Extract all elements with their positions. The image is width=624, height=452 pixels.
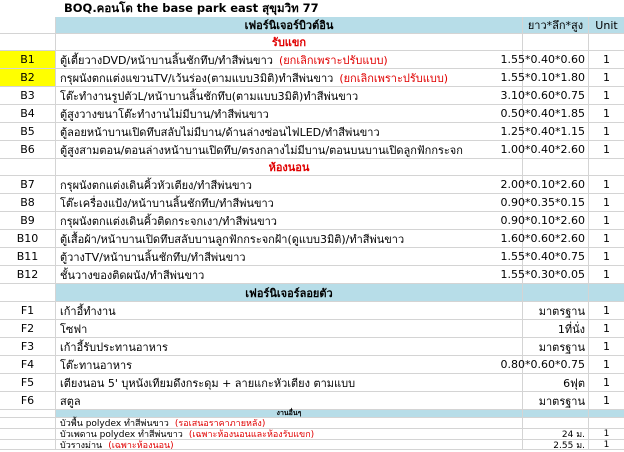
item-code xyxy=(0,418,56,428)
table-row xyxy=(0,392,624,410)
item-unit: 1 xyxy=(603,322,610,335)
item-size: 1ที่นั่ง xyxy=(523,320,589,337)
item-code: F6 xyxy=(0,392,56,409)
item-code: B4 xyxy=(0,105,56,122)
cell-empty xyxy=(523,284,589,301)
item-unit: 1 xyxy=(603,89,610,102)
item-note: (เฉพาะห้องนอน) xyxy=(108,440,174,451)
cell-empty xyxy=(0,284,56,301)
section-title-others: งานอื่นๆ xyxy=(56,410,523,417)
cell-empty xyxy=(589,410,624,417)
item-description: โซฟา xyxy=(56,320,523,337)
item-code xyxy=(0,429,56,439)
item-size: 1.00*0.40*2.60 xyxy=(523,141,589,158)
item-size: 0.50*0.40*1.85 xyxy=(523,105,589,122)
table-row xyxy=(0,51,624,69)
table-row xyxy=(0,230,624,248)
item-description: บัวพื้น polydex ทำสีพ่นขาว (รอเสนอราคาภายหลัง) xyxy=(56,418,523,428)
cell-empty xyxy=(0,159,56,175)
cell-empty xyxy=(523,159,589,175)
item-description: ชั้นวางของติดผนัง/ทำสีพ่นขาว xyxy=(56,266,523,283)
item-size: 0.90*0.10*2.60 xyxy=(523,212,589,229)
item-description: เตียงนอน 5' บุหนังเทียมดึงกระดุม + ลายแกะหัวเตียง ตามแบบ xyxy=(56,374,523,391)
item-code: B10 xyxy=(0,230,56,247)
section-title-loose-furniture: เฟอร์นิเจอร์ลอยตัว xyxy=(56,284,523,301)
item-size: 1.55*0.40*0.75 xyxy=(523,248,589,265)
header-unit-label: Unit xyxy=(595,18,618,32)
item-size: 2.00*0.10*2.60 xyxy=(523,176,589,193)
cell-empty xyxy=(589,34,624,50)
item-size: 24 ม. xyxy=(523,429,589,439)
item-size: 1.25*0.40*1.15 xyxy=(523,123,589,140)
table-row xyxy=(0,123,624,141)
table-row xyxy=(0,105,624,123)
item-code: B3 xyxy=(0,87,56,104)
table-row xyxy=(0,69,624,87)
item-description: บัวรางม่าน (เฉพาะห้องนอน) xyxy=(56,440,523,449)
item-size: มาตรฐาน xyxy=(523,392,589,409)
item-code: F2 xyxy=(0,320,56,337)
item-description: กรุผนังตกแต่งแขวนTV/เว้นร่อง(ตามแบบ3มิติ)ทำสีพ่นขาว (ยกเลิกเพราะปรับแบบ) xyxy=(56,69,523,86)
item-description: ตู้ลอยหน้าบานเปิดทึบสลับไม่มีบาน/ด้านล่างซ่อนไฟLED/ทำสีพ่นขาว xyxy=(56,123,523,140)
item-code: B1 xyxy=(0,51,56,68)
item-description: สตูล xyxy=(56,392,523,409)
item-unit: 1 xyxy=(603,376,610,389)
table-row xyxy=(0,302,624,320)
item-code: F5 xyxy=(0,374,56,391)
cell-empty xyxy=(0,34,56,50)
item-unit: 1 xyxy=(603,304,610,317)
item-code: B9 xyxy=(0,212,56,229)
section-row xyxy=(0,34,624,51)
item-code: F1 xyxy=(0,302,56,319)
section-label-living: รับแขก xyxy=(56,34,523,50)
table-row xyxy=(0,338,624,356)
item-size: 1.60*0.60*2.60 xyxy=(523,230,589,247)
item-description: ตู้สูงสามตอน/ตอนล่างหน้าบานเปิดทึบ/ตรงกลางไม่มีบาน/ตอนบนบานเปิดลูกฟักกระจก xyxy=(56,141,523,158)
cell-empty xyxy=(0,0,56,17)
table-row xyxy=(0,356,624,374)
item-code: B12 xyxy=(0,266,56,283)
item-unit: 1 xyxy=(603,178,610,191)
item-description: โต๊ะทานอาหาร xyxy=(56,356,523,373)
item-unit xyxy=(589,418,624,428)
section-label-bedroom: ห้องนอน xyxy=(56,159,523,175)
item-unit: 1 xyxy=(603,107,610,120)
item-unit: 1 xyxy=(603,250,610,263)
item-unit: 1 xyxy=(603,125,610,138)
item-description: โต๊ะเครื่องแป้ง/หน้าบานลิ้นชักทึบ/ทำสีพ่นขาว xyxy=(56,194,523,211)
header-section-title: เฟอร์นิเจอร์บิวต์อิน xyxy=(56,17,523,33)
item-code: B2 xyxy=(0,69,56,86)
item-note: (ยกเลิกเพราะปรับแบบ) xyxy=(339,71,449,85)
item-size: 3.10*0.60*0.75 xyxy=(523,87,589,104)
item-unit: 1 xyxy=(603,53,610,66)
title-row xyxy=(0,0,624,17)
table-row xyxy=(0,176,624,194)
item-size: มาตรฐาน xyxy=(523,338,589,355)
item-unit: 1 xyxy=(603,394,610,407)
item-unit: 1 xyxy=(603,358,610,371)
table-row xyxy=(0,374,624,392)
item-description: เก้าอี้ทำงาน xyxy=(56,302,523,319)
item-unit: 1 xyxy=(603,268,610,281)
table-row xyxy=(0,212,624,230)
table-row xyxy=(0,141,624,159)
cell-empty xyxy=(523,34,589,50)
item-description: ตู้วางTV/หน้าบานลิ้นชักทึบ/ทำสีพ่นขาว xyxy=(56,248,523,265)
table-row xyxy=(0,266,624,284)
table-row xyxy=(0,248,624,266)
item-code: B6 xyxy=(0,141,56,158)
item-description: กรุผนังตกแต่งเดินคิ้วติดกระจกเงา/ทำสีพ่นขาว xyxy=(56,212,523,229)
section-row xyxy=(0,159,624,176)
table-row xyxy=(0,194,624,212)
item-unit: 1 xyxy=(603,429,610,439)
item-size: 0.90*0.35*0.15 xyxy=(523,194,589,211)
item-code: F3 xyxy=(0,338,56,355)
item-unit: 1 xyxy=(603,214,610,227)
item-description: ตู้สูงวางขนาโต๊ะทำงานไม่มีบาน/ทำสีพ่นขาว xyxy=(56,105,523,122)
section-header-row xyxy=(0,284,624,302)
cell-empty xyxy=(589,159,624,175)
table-row xyxy=(0,320,624,338)
cell-empty xyxy=(589,284,624,301)
item-size: 1.55*0.30*0.05 xyxy=(523,266,589,283)
item-code xyxy=(0,440,56,449)
item-size: มาตรฐาน xyxy=(523,302,589,319)
item-note: (รอเสนอราคาภายหลัง) xyxy=(174,419,266,429)
item-size: 1.55*0.10*1.80 xyxy=(523,69,589,86)
item-size: 6ฟุต xyxy=(523,374,589,391)
header-row xyxy=(0,17,624,34)
item-unit: 1 xyxy=(603,232,610,245)
item-unit: 1 xyxy=(603,71,610,84)
document-title: BOQ.คอนโด the base park east สุขุมวิท 77 xyxy=(64,0,319,15)
item-description: โต๊ะทำงานรูปตัวL/หน้าบานลิ้นชักทึบ(ตามแบบ3มิติ)ทำสีพ่นขาว xyxy=(56,87,523,104)
item-code: B7 xyxy=(0,176,56,193)
item-unit: 1 xyxy=(603,143,610,156)
item-unit: 1 xyxy=(603,340,610,353)
table-row xyxy=(0,87,624,105)
item-code: B11 xyxy=(0,248,56,265)
item-description: เก้าอี้รับประทานอาหาร xyxy=(56,338,523,355)
item-description: บัวเพดาน polydex ทำสีพ่นขาว (เฉพาะห้องนอนและห้องรับแขก) xyxy=(56,429,523,439)
item-size: 1.55*0.40*0.60 xyxy=(523,51,589,68)
item-code: B5 xyxy=(0,123,56,140)
item-note: (เฉพาะห้องนอนและห้องรับแขก) xyxy=(188,430,315,440)
cell-empty xyxy=(0,410,56,417)
item-description: กรุผนังตกแต่งเดินคิ้วหัวเตียง/ทำสีพ่นขาว xyxy=(56,176,523,193)
item-size: 0.80*0.60*0.75 xyxy=(523,356,589,373)
item-unit: 1 xyxy=(603,196,610,209)
item-description: ตู้เสื้อผ้า/หน้าบานเปิดทึบสลับบานลูกฟักกระจกฝ้า(ดูแบบ3มิติ)/ทำสีพ่นขาว xyxy=(56,230,523,247)
item-note: (ยกเลิกเพราะปรับแบบ) xyxy=(278,53,388,67)
header-code-cell xyxy=(0,17,56,33)
item-code: B8 xyxy=(0,194,56,211)
item-description: ตู้เตี้ยวางDVD/หน้าบานลิ้นชักทึบ/ทำสีพ่นขาว (ยกเลิกเพราะปรับแบบ) xyxy=(56,51,523,68)
item-code: F4 xyxy=(0,356,56,373)
item-unit: 1 xyxy=(603,439,610,450)
cell-empty xyxy=(523,410,589,417)
header-size-label: ยาว*ลึก*สูง xyxy=(523,17,589,33)
table-row xyxy=(0,440,624,450)
item-size: 2.55 ม. xyxy=(523,440,589,449)
